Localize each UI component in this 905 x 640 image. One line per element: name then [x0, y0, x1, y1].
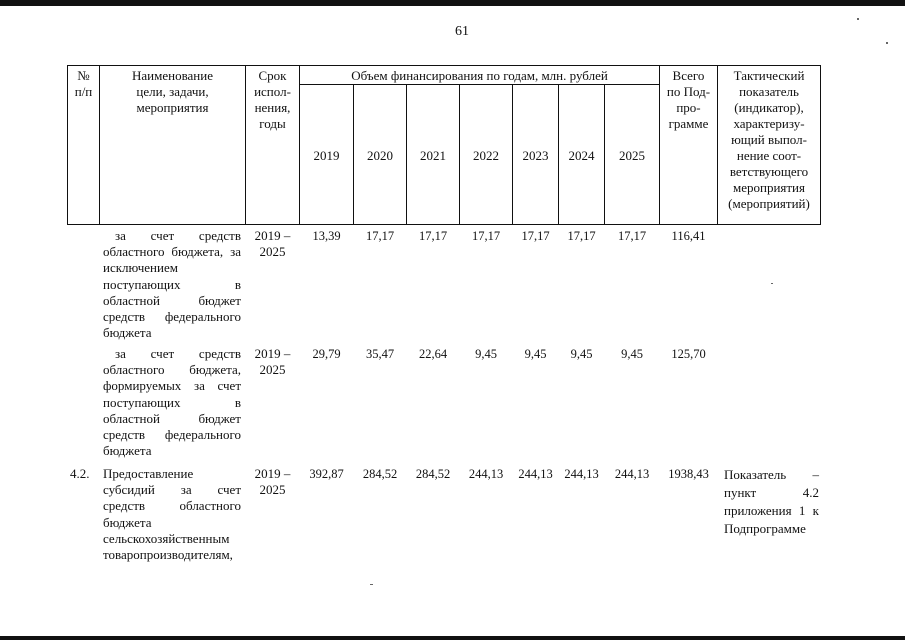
row-1-value-2025: 17,17 — [617, 229, 647, 243]
row-1-name: за счет средств областного бюджета, за исключением поступающих в областной бюджет средств федерального бюджета — [103, 228, 241, 341]
row-3-value-2024: 244,13 — [564, 467, 599, 481]
row-3-num: 4.2. — [70, 466, 90, 481]
table-right-line — [820, 65, 821, 225]
row-2-value-2025: 9,45 — [621, 347, 643, 361]
row-2-value-2020: 35,47 — [365, 347, 395, 361]
row-3-value-2021: 284,52 — [415, 467, 451, 481]
row-2-value-2023: 9,45 — [524, 347, 547, 361]
row-2-value-2024: 9,45 — [570, 347, 593, 361]
row-1-value-2022: 17,17 — [471, 229, 501, 243]
header-year-2024: 2024 — [568, 148, 595, 163]
header-term: Срок испол- нения, годы — [254, 68, 291, 131]
row-3-name: Предоставление субсидий за счет средств областного бюджета сельскохозяйственным товаропроизводителям, — [103, 466, 241, 563]
row-2-value-2021: 22,64 — [418, 347, 448, 361]
row-2-term: 2019 – 2025 — [254, 346, 291, 377]
row-3-term: 2019 – 2025 — [254, 466, 291, 497]
row-1-total: 116,41 — [671, 229, 706, 243]
row-3-value-2025: 244,13 — [614, 467, 650, 481]
row-2-name: за счет средств областного бюджета, формируемых за счет поступающих в областной бюджет средств федерального бюджета — [103, 346, 241, 459]
header-finance: Объем финансирования по годам, млн. рублей — [351, 68, 608, 83]
table-top-line — [67, 65, 820, 66]
header-year-2025: 2025 — [619, 148, 645, 163]
scan-speck — [370, 584, 373, 585]
header-year-2021: 2021 — [420, 148, 446, 163]
row-1-value-2024: 17,17 — [567, 229, 596, 243]
row-3-indicator: Показатель – пункт 4.2 приложения 1 к Подпрограмме — [724, 467, 819, 536]
header-bottom-line — [67, 224, 820, 225]
row-2-value-2019: 29,79 — [312, 347, 341, 361]
top-border — [0, 0, 905, 6]
header-year-2019: 2019 — [313, 148, 340, 163]
row-1-value-2019: 13,39 — [312, 229, 341, 243]
row-1-value-2021: 17,17 — [418, 229, 448, 243]
bottom-border — [0, 636, 905, 640]
row-1-value-2023: 17,17 — [521, 229, 550, 243]
scan-speck — [857, 18, 859, 20]
header-total: Всего по Под- про- грамме — [666, 68, 711, 131]
header-num: № п/п — [74, 68, 93, 99]
header-year-2023: 2023 — [522, 148, 549, 163]
header-indicator: Тактический показатель (индикатор), характеризу- ющий выпол- нение соот- ветствующего мероприятия (мероприятий) — [728, 68, 810, 211]
header-year-2022: 2022 — [473, 148, 499, 163]
row-3-value-2019: 392,87 — [309, 467, 344, 481]
row-2-value-2022: 9,45 — [475, 347, 497, 361]
col-line-3 — [299, 65, 300, 225]
row-2-total: 125,70 — [671, 347, 706, 361]
scan-speck — [771, 283, 773, 284]
header-year-2020: 2020 — [367, 148, 393, 163]
row-3-value-2023: 244,13 — [518, 467, 553, 481]
scan-speck — [886, 42, 888, 44]
row-3-value-2020: 284,52 — [362, 467, 398, 481]
page-number: 61 — [455, 24, 469, 39]
row-3-value-2022: 244,13 — [468, 467, 504, 481]
row-1-value-2020: 17,17 — [365, 229, 395, 243]
row-3-total: 1938,43 — [668, 467, 709, 481]
header-name: Наименование цели, задачи, мероприятия — [132, 68, 213, 115]
row-1-term: 2019 – 2025 — [254, 228, 291, 259]
